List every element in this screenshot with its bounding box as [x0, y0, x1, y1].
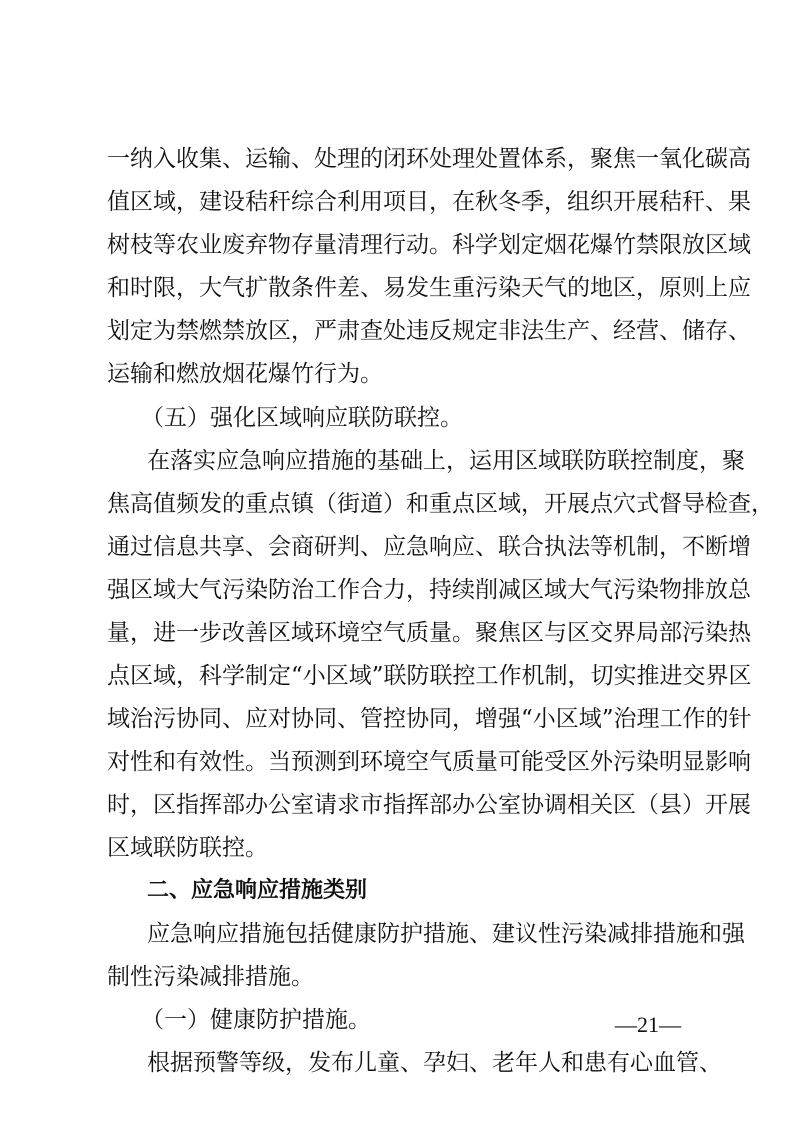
- paragraph-line: 时，区指挥部办公室请求市指挥部办公室协调相关区（县）开展: [107, 792, 751, 818]
- paragraph-line: 值区域，建设秸秆综合利用项目，在秋冬季，组织开展秸秆、果: [107, 189, 751, 215]
- paragraph-line: 和时限，大气扩散条件差、易发生重污染天气的地区，原则上应: [107, 275, 751, 301]
- paragraph-line: 焦高值频发的重点镇（街道）和重点区域，开展点穴式督导检查，: [107, 491, 774, 517]
- section-heading: （一）健康防护措施。: [141, 1007, 371, 1033]
- paragraph-line: 划定为禁燃禁放区，严肃查处违反规定非法生产、经营、储存、: [107, 318, 751, 344]
- paragraph-line: 强区域大气污染防治工作合力，持续削减区域大气污染物排放总: [107, 577, 751, 603]
- paragraph-line: 制性污染减排措施。: [107, 964, 314, 990]
- paragraph-line: 运输和燃放烟花爆竹行为。: [107, 361, 383, 387]
- page-number: —21—: [615, 1012, 681, 1037]
- paragraph-line: 点区域，科学制定“小区域”联防联控工作机制，切实推进交界区: [107, 663, 752, 689]
- section-heading: （五）强化区域响应联防联控。: [141, 405, 463, 431]
- paragraph-line: 根据预警等级，发布儿童、孕妇、老年人和患有心血管、: [147, 1050, 722, 1076]
- chapter-heading: 二、应急响应措施类别: [147, 878, 368, 903]
- paragraph-line: 域治污协同、应对协同、管控协同，增强“小区域”治理工作的针: [107, 706, 752, 732]
- paragraph-line: 一纳入收集、运输、处理的闭环处理处置体系，聚焦一氧化碳高: [107, 146, 751, 172]
- paragraph-line: 区域联防联控。: [107, 835, 268, 861]
- paragraph-line: 对性和有效性。当预测到环境空气质量可能受区外污染明显影响: [107, 749, 751, 775]
- paragraph-line: 通过信息共享、会商研判、应急响应、联合执法等机制，不断增: [107, 534, 751, 560]
- paragraph-line: 在落实应急响应措施的基础上，运用区域联防联控制度，聚: [147, 448, 745, 474]
- paragraph-line: 量，进一步改善区域环境空气质量。聚焦区与区交界局部污染热: [107, 620, 751, 646]
- paragraph-line: 应急响应措施包括健康防护措施、建议性污染减排措施和强: [147, 921, 745, 947]
- paragraph-line: 树枝等农业废弃物存量清理行动。科学划定烟花爆竹禁限放区域: [107, 232, 751, 258]
